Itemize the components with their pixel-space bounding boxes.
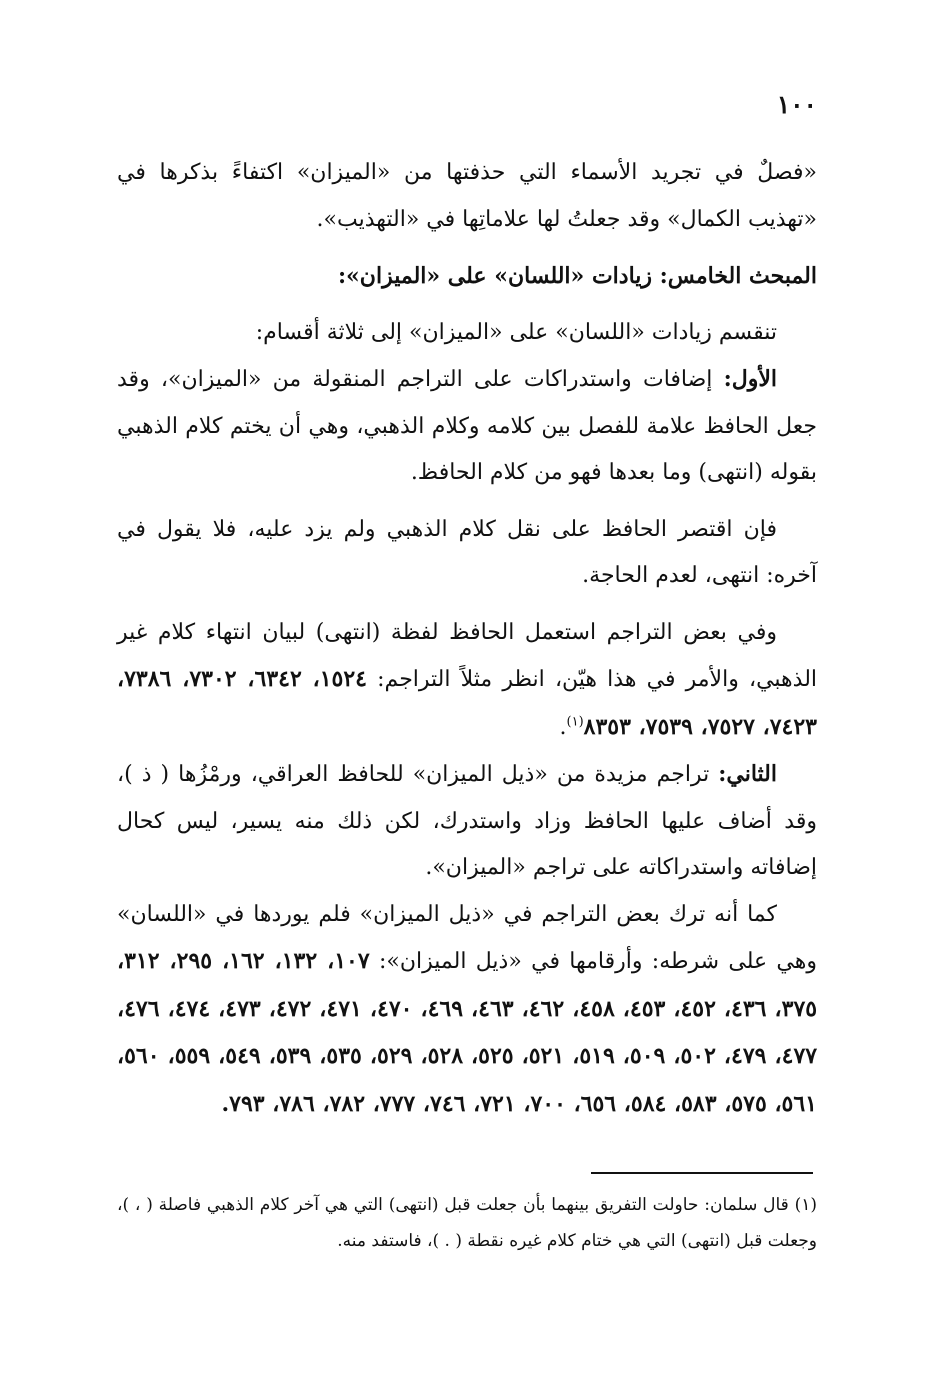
paragraph-2 — [117, 310, 817, 357]
paragraph-3-lead: الأول: — [723, 366, 777, 392]
paragraph-6 — [117, 751, 817, 892]
paragraph-5 — [117, 610, 817, 752]
footnote-text: (١) قال سلمان: حاولت التفريق بينهما بأن جعلت قبل (انتهى) التي هي آخر كلام الذهبي فاصلة ( ، )، وجعلت قبل (انتهى) التي هي ختام كلام غيره نقطة ( . )، فاستفد منه. — [117, 1195, 817, 1251]
paragraph-4 — [117, 507, 817, 600]
paragraph-7 — [117, 892, 817, 1129]
footnote — [117, 1187, 817, 1259]
main-text — [117, 150, 817, 1128]
footnote-divider — [591, 1172, 813, 1174]
section-heading: المبحث الخامس: زيادات «اللسان» على «الميزان»: — [337, 263, 817, 289]
paragraph-5-end: . — [559, 714, 567, 740]
footnote-marker: (١) — [566, 714, 584, 730]
paragraph-3-text: إضافات واستدراكات على التراجم المنقولة من «الميزان»، وقد جعل الحافظ علامة للفصل بين كلامه وكلام الذهبي، وهي أن يختم كلام الذهبي بقوله (انتهى) وما بعدها فهو من كلام الحافظ. — [117, 367, 817, 485]
paragraph-4-text: فإن اقتصر الحافظ على نقل كلام الذهبي ولم يزد عليه، فلا يقول في آخره: انتهى، لعدم الحاجة. — [117, 516, 817, 588]
paragraph-5-numbers: ١٥٢٤، ٦٣٤٢، ٧٣٠٢، ٧٣٨٦، ٧٤٢٣، ٧٥٢٧، ٧٥٣٩، ٨٣٥٣ — [117, 666, 817, 740]
paragraph-6-text: تراجم مزيدة من «ذيل الميزان» للحافظ العراقي، ورمْزُها ( ذ )، وقد أضاف عليها الحافظ وزاد واستدرك، لكن ذلك منه يسير، ليس كحال إضافاته واستدراكاته على تراجم «الميزان». — [117, 762, 817, 880]
paragraph-1: «فصلٌ في تجريد الأسماء التي حذفتها من «الميزان» اكتفاءً بذكرها في «تهذيب الكمال» وقد جعلتُ لها علاماتِها في «التهذيب». — [117, 160, 817, 232]
paragraph-5-text: وفي بعض التراجم استعمل الحافظ لفظة (انتهى) لبيان انتهاء كلام غير الذهبي، والأمر في هذا هيّن، انظر مثلاً التراجم: — [117, 619, 818, 692]
paragraph-2-text: تنقسم زيادات «اللسان» على «الميزان» إلى ثلاثة أقسام: — [255, 319, 777, 345]
page-number: ١٠٠ — [776, 90, 817, 119]
paragraph-3 — [117, 356, 817, 497]
paragraph-7-numbers: ١٠٧، ١٣٢، ١٦٢، ٢٩٥، ٣١٢، ٣٧٥، ٤٣٦، ٤٥٢، ٤٥٣، ٤٥٨، ٤٦٢، ٤٦٣، ٤٦٩، ٤٧٠، ٤٧١، ٤٧٢، ٤٧٣، ٤٧٤، ٤٧٦، ٤٧٧، ٤٧٩، ٥٠٢، ٥٠٩، ٥١٩، ٥٢١، ٥٢٥، ٥٢٨، ٥٢٩، ٥٣٥، ٥٣٩، ٥٤٩، ٥٥٩، ٥٦٠، ٥٦١، ٥٧٥، ٥٨٣، ٥٨٤، ٦٥٦، ٧٠٠، ٧٢١، ٧٤٦، ٧٧٧، ٧٨٢، ٧٨٦، ٧٩٣. — [117, 948, 818, 1117]
paragraph-7-text: كما أنه ترك بعض التراجم في «ذيل الميزان» فلم يوردها في «اللسان» وهي على شرطه: وأرقامها في «ذيل الميزان»: — [117, 901, 817, 974]
paragraph-6-lead: الثاني: — [718, 761, 777, 787]
